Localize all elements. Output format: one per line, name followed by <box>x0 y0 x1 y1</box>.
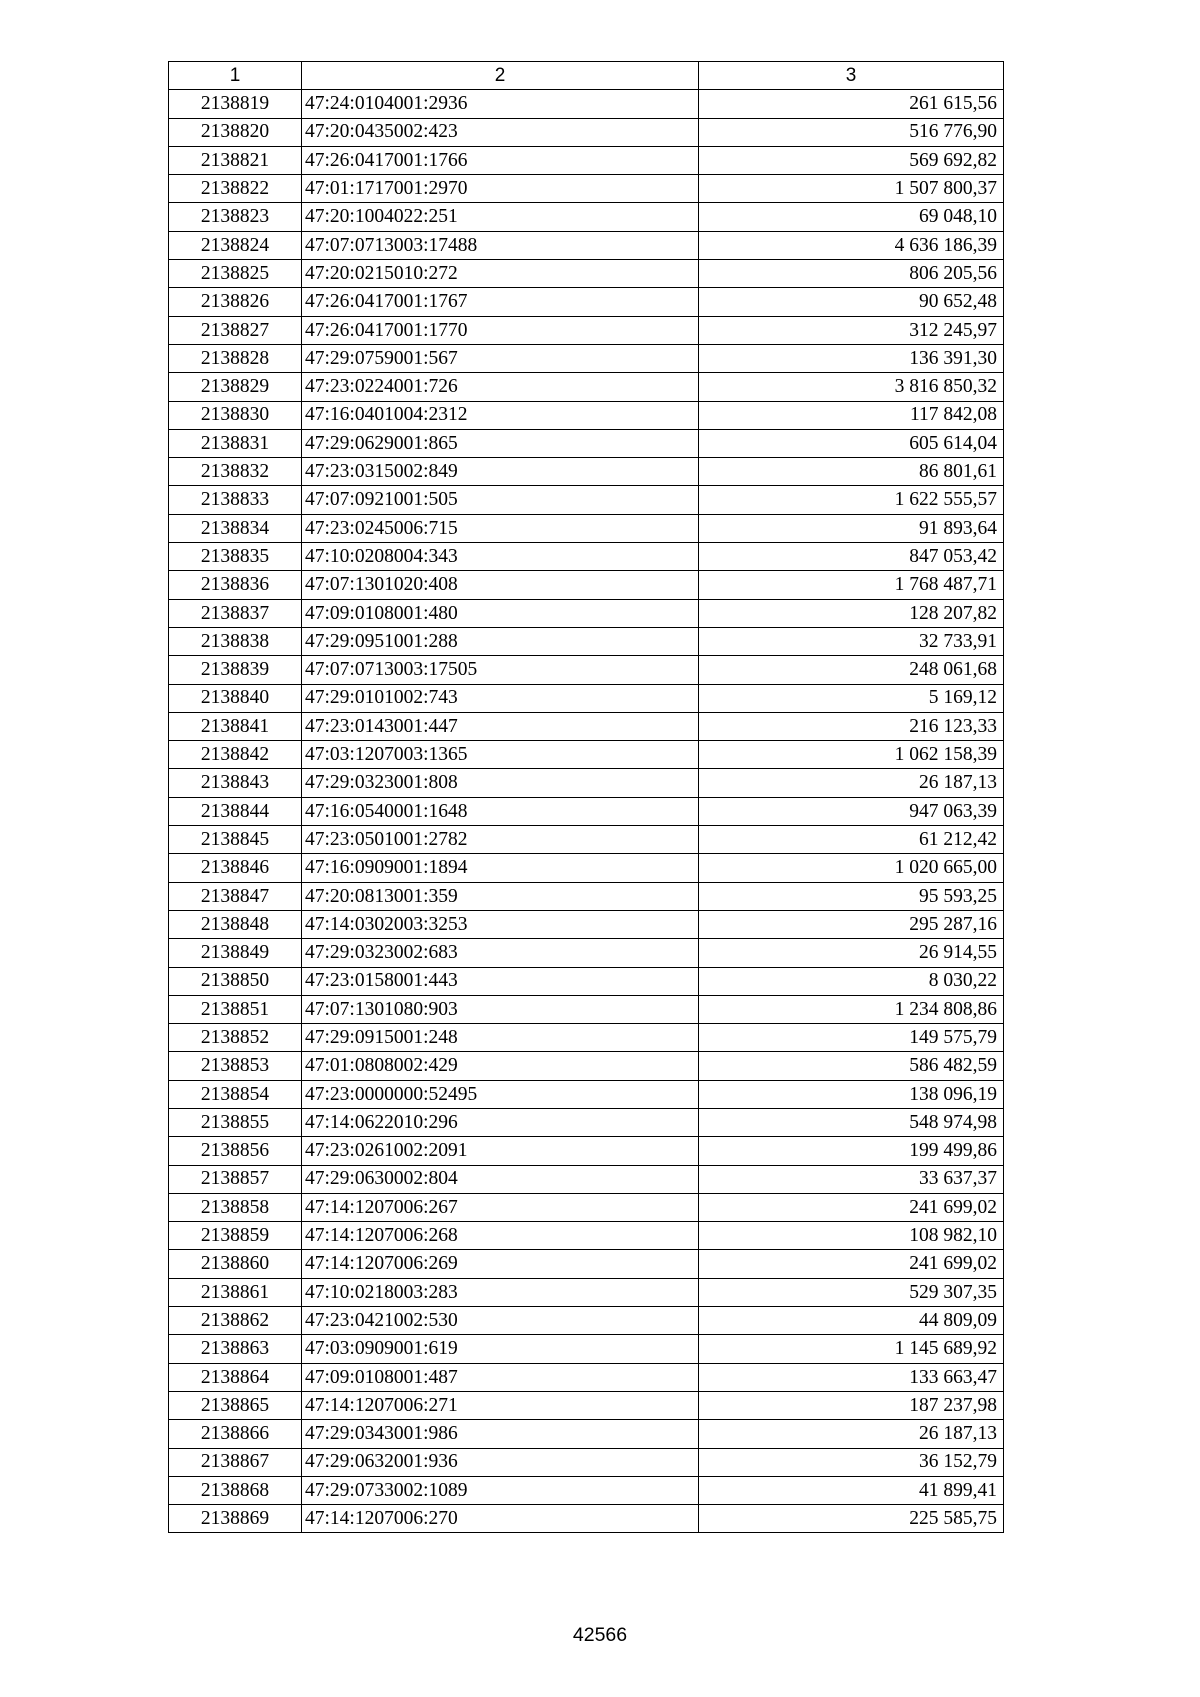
cadastral-number-cell: 47:03:1207003:1365 <box>302 741 699 769</box>
cadastral-value-cell: 806 205,56 <box>699 260 1004 288</box>
cadastral-value-cell: 95 593,25 <box>699 882 1004 910</box>
cadastral-number-cell: 47:16:0540001:1648 <box>302 797 699 825</box>
cadastral-number-cell: 47:29:0759001:567 <box>302 344 699 372</box>
cadastral-value-cell: 44 809,09 <box>699 1307 1004 1335</box>
table-row <box>169 429 1004 457</box>
table-row <box>169 288 1004 316</box>
cadastral-number-cell: 47:14:0302003:3253 <box>302 910 699 938</box>
header-row <box>169 62 1004 90</box>
table-row <box>169 741 1004 769</box>
cadastral-number-cell: 47:24:0104001:2936 <box>302 90 699 118</box>
table-row <box>169 1363 1004 1391</box>
cadastral-number-cell: 47:23:0245006:715 <box>302 514 699 542</box>
cadastral-value-cell: 41 899,41 <box>699 1476 1004 1504</box>
row-number-cell: 2138829 <box>169 373 302 401</box>
table-row <box>169 571 1004 599</box>
table-row <box>169 514 1004 542</box>
table-row <box>169 1391 1004 1419</box>
row-number-cell: 2138861 <box>169 1278 302 1306</box>
table-row <box>169 486 1004 514</box>
row-number-cell: 2138869 <box>169 1505 302 1533</box>
row-number-cell: 2138849 <box>169 939 302 967</box>
cadastral-number-cell: 47:23:0261002:2091 <box>302 1137 699 1165</box>
table-row <box>169 797 1004 825</box>
cadastral-number-cell: 47:29:0733002:1089 <box>302 1476 699 1504</box>
row-number-cell: 2138832 <box>169 458 302 486</box>
cadastral-number-cell: 47:14:1207006:270 <box>302 1505 699 1533</box>
cadastral-value-cell: 108 982,10 <box>699 1222 1004 1250</box>
cadastral-value-cell: 241 699,02 <box>699 1250 1004 1278</box>
row-number-cell: 2138860 <box>169 1250 302 1278</box>
row-number-cell: 2138825 <box>169 260 302 288</box>
table-row <box>169 203 1004 231</box>
cadastral-value-cell: 136 391,30 <box>699 344 1004 372</box>
row-number-cell: 2138862 <box>169 1307 302 1335</box>
cadastral-value-cell: 312 245,97 <box>699 316 1004 344</box>
table-row <box>169 1476 1004 1504</box>
table-row <box>169 1080 1004 1108</box>
cadastral-number-cell: 47:23:0000000:52495 <box>302 1080 699 1108</box>
cadastral-number-cell: 47:29:0629001:865 <box>302 429 699 457</box>
cadastral-number-cell: 47:20:0435002:423 <box>302 118 699 146</box>
cadastral-number-cell: 47:23:0158001:443 <box>302 967 699 995</box>
cadastral-value-cell: 32 733,91 <box>699 627 1004 655</box>
row-number-cell: 2138846 <box>169 854 302 882</box>
cadastral-value-cell: 1 020 665,00 <box>699 854 1004 882</box>
row-number-cell: 2138836 <box>169 571 302 599</box>
table-row <box>169 995 1004 1023</box>
cadastral-value-cell: 187 237,98 <box>699 1391 1004 1419</box>
cadastral-value-cell: 947 063,39 <box>699 797 1004 825</box>
cadastral-number-cell: 47:20:0215010:272 <box>302 260 699 288</box>
table-body <box>169 90 1004 1533</box>
row-number-cell: 2138848 <box>169 910 302 938</box>
cadastral-number-cell: 47:20:0813001:359 <box>302 882 699 910</box>
cadastral-value-cell: 241 699,02 <box>699 1193 1004 1221</box>
cadastral-value-cell: 1 062 158,39 <box>699 741 1004 769</box>
table-row <box>169 1335 1004 1363</box>
cadastral-value-cell: 529 307,35 <box>699 1278 1004 1306</box>
row-number-cell: 2138841 <box>169 712 302 740</box>
table-row <box>169 712 1004 740</box>
row-number-cell: 2138820 <box>169 118 302 146</box>
table-row <box>169 1448 1004 1476</box>
row-number-cell: 2138863 <box>169 1335 302 1363</box>
row-number-cell: 2138865 <box>169 1391 302 1419</box>
header-col-2: 2 <box>302 62 699 90</box>
cadastral-number-cell: 47:07:0921001:505 <box>302 486 699 514</box>
cadastral-number-cell: 47:29:0632001:936 <box>302 1448 699 1476</box>
cadastral-value-cell: 295 287,16 <box>699 910 1004 938</box>
cadastral-number-cell: 47:29:0101002:743 <box>302 684 699 712</box>
row-number-cell: 2138855 <box>169 1108 302 1136</box>
cadastral-value-cell: 605 614,04 <box>699 429 1004 457</box>
cadastral-number-cell: 47:16:0401004:2312 <box>302 401 699 429</box>
row-number-cell: 2138837 <box>169 599 302 627</box>
row-number-cell: 2138844 <box>169 797 302 825</box>
table-row <box>169 967 1004 995</box>
cadastral-value-cell: 1 234 808,86 <box>699 995 1004 1023</box>
table-row <box>169 1307 1004 1335</box>
cadastral-value-cell: 1 768 487,71 <box>699 571 1004 599</box>
row-number-cell: 2138834 <box>169 514 302 542</box>
row-number-cell: 2138856 <box>169 1137 302 1165</box>
row-number-cell: 2138867 <box>169 1448 302 1476</box>
cadastral-value-cell: 26 914,55 <box>699 939 1004 967</box>
row-number-cell: 2138868 <box>169 1476 302 1504</box>
table-row <box>169 599 1004 627</box>
table-row <box>169 1420 1004 1448</box>
row-number-cell: 2138823 <box>169 203 302 231</box>
table-row <box>169 854 1004 882</box>
cadastral-value-cell: 8 030,22 <box>699 967 1004 995</box>
cadastral-number-cell: 47:29:0630002:804 <box>302 1165 699 1193</box>
table-row <box>169 373 1004 401</box>
row-number-cell: 2138851 <box>169 995 302 1023</box>
table-row <box>169 1108 1004 1136</box>
row-number-cell: 2138853 <box>169 1052 302 1080</box>
table-row <box>169 1222 1004 1250</box>
cadastral-number-cell: 47:14:1207006:269 <box>302 1250 699 1278</box>
cadastral-value-cell: 261 615,56 <box>699 90 1004 118</box>
row-number-cell: 2138847 <box>169 882 302 910</box>
table-row <box>169 175 1004 203</box>
cadastral-value-cell: 128 207,82 <box>699 599 1004 627</box>
row-number-cell: 2138864 <box>169 1363 302 1391</box>
table-row <box>169 826 1004 854</box>
table-row <box>169 882 1004 910</box>
cadastral-number-cell: 47:01:0808002:429 <box>302 1052 699 1080</box>
cadastral-value-cell: 216 123,33 <box>699 712 1004 740</box>
cadastral-value-cell: 26 187,13 <box>699 1420 1004 1448</box>
cadastral-number-cell: 47:29:0951001:288 <box>302 627 699 655</box>
cadastral-value-cell: 3 816 850,32 <box>699 373 1004 401</box>
row-number-cell: 2138833 <box>169 486 302 514</box>
cadastral-number-cell: 47:29:0323001:808 <box>302 769 699 797</box>
cadastral-number-cell: 47:29:0323002:683 <box>302 939 699 967</box>
cadastral-number-cell: 47:03:0909001:619 <box>302 1335 699 1363</box>
cadastral-number-cell: 47:10:0218003:283 <box>302 1278 699 1306</box>
row-number-cell: 2138831 <box>169 429 302 457</box>
cadastral-value-cell: 847 053,42 <box>699 543 1004 571</box>
table-row <box>169 118 1004 146</box>
row-number-cell: 2138852 <box>169 1024 302 1052</box>
cadastral-value-cell: 26 187,13 <box>699 769 1004 797</box>
table-row <box>169 231 1004 259</box>
cadastral-number-cell: 47:23:0421002:530 <box>302 1307 699 1335</box>
cadastral-value-cell: 4 636 186,39 <box>699 231 1004 259</box>
cadastral-number-cell: 47:23:0224001:726 <box>302 373 699 401</box>
table-row <box>169 1505 1004 1533</box>
table-row <box>169 146 1004 174</box>
row-number-cell: 2138824 <box>169 231 302 259</box>
table-row <box>169 939 1004 967</box>
cadastral-value-cell: 1 507 800,37 <box>699 175 1004 203</box>
table-row <box>169 401 1004 429</box>
row-number-cell: 2138839 <box>169 656 302 684</box>
table-row <box>169 543 1004 571</box>
cadastral-value-cell: 61 212,42 <box>699 826 1004 854</box>
page-number: 42566 <box>572 1624 628 1646</box>
table-row <box>169 1024 1004 1052</box>
table-row <box>169 656 1004 684</box>
cadastral-value-cell: 248 061,68 <box>699 656 1004 684</box>
cadastral-value-cell: 569 692,82 <box>699 146 1004 174</box>
cadastral-number-cell: 47:01:1717001:2970 <box>302 175 699 203</box>
cadastral-value-cell: 91 893,64 <box>699 514 1004 542</box>
table-row <box>169 458 1004 486</box>
row-number-cell: 2138842 <box>169 741 302 769</box>
row-number-cell: 2138828 <box>169 344 302 372</box>
cadastral-number-cell: 47:07:1301020:408 <box>302 571 699 599</box>
cadastral-number-cell: 47:07:0713003:17488 <box>302 231 699 259</box>
cadastral-value-cell: 69 048,10 <box>699 203 1004 231</box>
cadastral-value-cell: 36 152,79 <box>699 1448 1004 1476</box>
header-col-1: 1 <box>169 62 302 90</box>
row-number-cell: 2138857 <box>169 1165 302 1193</box>
cadastral-value-cell: 5 169,12 <box>699 684 1004 712</box>
row-number-cell: 2138866 <box>169 1420 302 1448</box>
cadastral-number-cell: 47:14:1207006:271 <box>302 1391 699 1419</box>
row-number-cell: 2138826 <box>169 288 302 316</box>
table-row <box>169 260 1004 288</box>
cadastral-number-cell: 47:09:0108001:487 <box>302 1363 699 1391</box>
table-row <box>169 910 1004 938</box>
table-row <box>169 1137 1004 1165</box>
cadastral-number-cell: 47:07:1301080:903 <box>302 995 699 1023</box>
table-row <box>169 90 1004 118</box>
row-number-cell: 2138822 <box>169 175 302 203</box>
row-number-cell: 2138850 <box>169 967 302 995</box>
row-number-cell: 2138840 <box>169 684 302 712</box>
cadastral-number-cell: 47:29:0915001:248 <box>302 1024 699 1052</box>
table-row <box>169 1250 1004 1278</box>
cadastral-number-cell: 47:26:0417001:1766 <box>302 146 699 174</box>
row-number-cell: 2138830 <box>169 401 302 429</box>
cadastral-value-cell: 225 585,75 <box>699 1505 1004 1533</box>
cadastral-number-cell: 47:16:0909001:1894 <box>302 854 699 882</box>
table-row <box>169 1193 1004 1221</box>
cadastral-number-cell: 47:23:0143001:447 <box>302 712 699 740</box>
cadastral-value-cell: 149 575,79 <box>699 1024 1004 1052</box>
cadastral-value-cell: 1 622 555,57 <box>699 486 1004 514</box>
cadastral-number-cell: 47:26:0417001:1767 <box>302 288 699 316</box>
cadastral-number-cell: 47:14:1207006:268 <box>302 1222 699 1250</box>
cadastral-number-cell: 47:14:1207006:267 <box>302 1193 699 1221</box>
table-row <box>169 1278 1004 1306</box>
cadastral-value-cell: 117 842,08 <box>699 401 1004 429</box>
header-col-3: 3 <box>699 62 1004 90</box>
table-row <box>169 1052 1004 1080</box>
cadastral-value-cell: 133 663,47 <box>699 1363 1004 1391</box>
cadastral-value-cell: 138 096,19 <box>699 1080 1004 1108</box>
cadastral-value-cell: 516 776,90 <box>699 118 1004 146</box>
cadastral-value-cell: 33 637,37 <box>699 1165 1004 1193</box>
table-row <box>169 769 1004 797</box>
cadastral-number-cell: 47:29:0343001:986 <box>302 1420 699 1448</box>
row-number-cell: 2138835 <box>169 543 302 571</box>
cadastral-number-cell: 47:10:0208004:343 <box>302 543 699 571</box>
table-row <box>169 1165 1004 1193</box>
cadastral-number-cell: 47:26:0417001:1770 <box>302 316 699 344</box>
row-number-cell: 2138854 <box>169 1080 302 1108</box>
cadastral-value-cell: 1 145 689,92 <box>699 1335 1004 1363</box>
table-row <box>169 627 1004 655</box>
row-number-cell: 2138858 <box>169 1193 302 1221</box>
cadastral-value-cell: 86 801,61 <box>699 458 1004 486</box>
cadastral-number-cell: 47:14:0622010:296 <box>302 1108 699 1136</box>
row-number-cell: 2138827 <box>169 316 302 344</box>
cadastral-value-table <box>168 61 1004 1533</box>
row-number-cell: 2138843 <box>169 769 302 797</box>
row-number-cell: 2138859 <box>169 1222 302 1250</box>
table-row <box>169 316 1004 344</box>
cadastral-value-cell: 199 499,86 <box>699 1137 1004 1165</box>
cadastral-number-cell: 47:09:0108001:480 <box>302 599 699 627</box>
row-number-cell: 2138821 <box>169 146 302 174</box>
cadastral-number-cell: 47:23:0315002:849 <box>302 458 699 486</box>
table-row <box>169 344 1004 372</box>
row-number-cell: 2138819 <box>169 90 302 118</box>
cadastral-value-cell: 90 652,48 <box>699 288 1004 316</box>
row-number-cell: 2138845 <box>169 826 302 854</box>
cadastral-value-cell: 548 974,98 <box>699 1108 1004 1136</box>
cadastral-number-cell: 47:23:0501001:2782 <box>302 826 699 854</box>
row-number-cell: 2138838 <box>169 627 302 655</box>
cadastral-number-cell: 47:07:0713003:17505 <box>302 656 699 684</box>
table-row <box>169 684 1004 712</box>
cadastral-number-cell: 47:20:1004022:251 <box>302 203 699 231</box>
cadastral-value-cell: 586 482,59 <box>699 1052 1004 1080</box>
